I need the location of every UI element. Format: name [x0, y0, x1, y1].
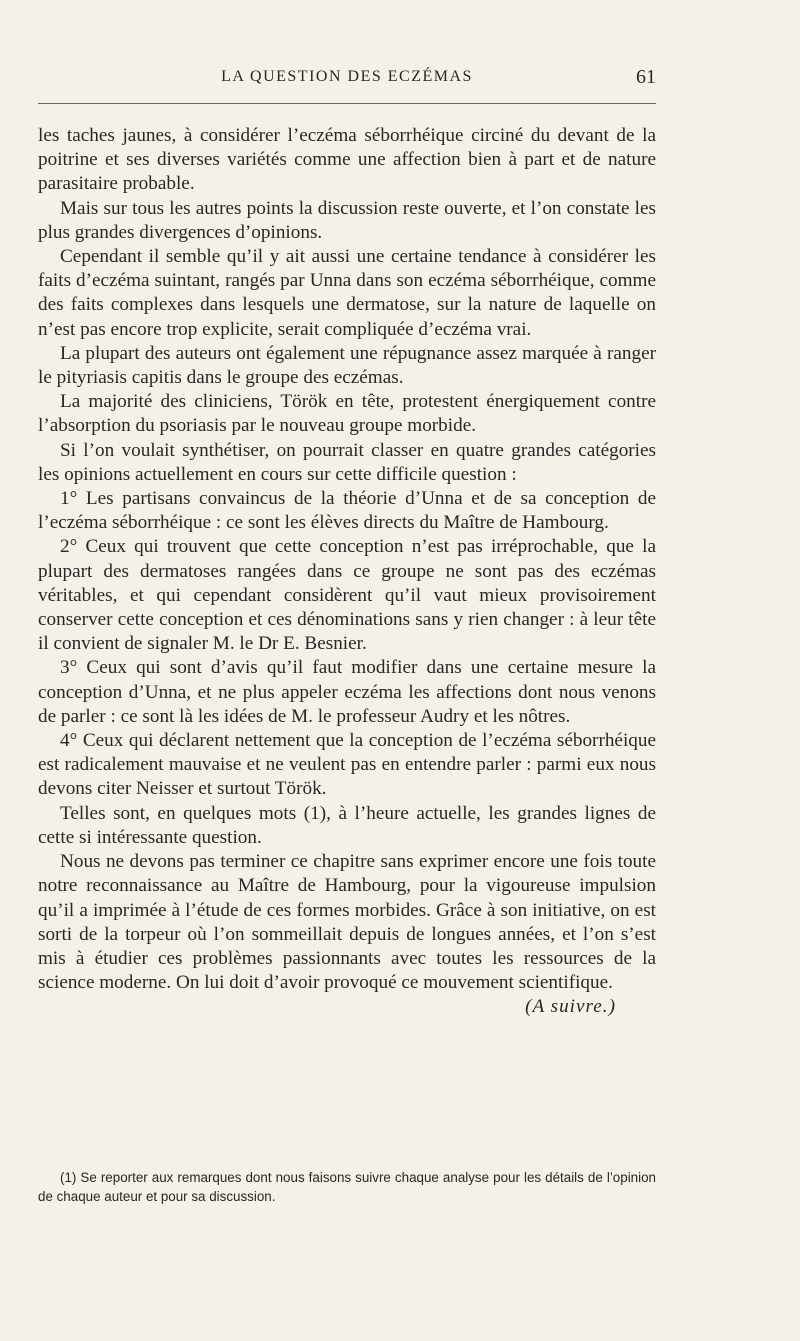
paragraph: La majorité des cliniciens, Török en tête, protestent énergiquement contre l’absorption du psoriasis par le nouveau groupe morbide. — [38, 391, 656, 437]
paragraph: Si l’on voulait synthétiser, on pourrait classer en quatre grandes catégories les opinions actuellement en cours sur cette difficile question : — [38, 439, 656, 485]
paragraph: Cependant il semble qu’il y ait aussi une certaine tendance à considérer les faits d’eczéma suintant, rangés par Unna dans son eczéma séborrhéique, comme des faits complexes dans lesquels une dermatose, sur la nature de laquelle on n’est pas encore trop explicite, serait compliquée d’eczéma vrai. — [38, 246, 656, 340]
continuation-note: (A suivre.) — [525, 996, 616, 1018]
footnote: (1) Se reporter aux remarques dont nous faisons suivre chaque analyse pour les détails de l’opinion de chaque auteur et pour sa discussion. — [38, 1170, 656, 1204]
paragraph: Mais sur tous les autres points la discussion reste ouverte, et l’on constate les plus grandes divergences d’opinions. — [38, 197, 656, 243]
paragraph: les taches jaunes, à considérer l’eczéma séborrhéique circiné du devant de la poitrine et ses diverses variétés comme une affection bien à part et de nature parasitaire probable. — [38, 125, 656, 195]
paragraph: Telles sont, en quelques mots (1), à l’heure actuelle, les grandes lignes de cette si intéressante question. — [38, 802, 656, 848]
running-title: LA QUESTION DES ECZÉMAS — [221, 68, 473, 85]
list-item-paragraph: 4° Ceux qui déclarent nettement que la conception de l’eczéma séborrhéique est radicalement mauvaise et ne veulent pas en entendre parler : parmi eux nous devons citer Neisser et surtout Török. — [38, 730, 656, 800]
header-rule — [38, 103, 656, 104]
body-text — [38, 124, 656, 1020]
page-number: 61 — [636, 66, 656, 88]
list-item-paragraph: 3° Ceux qui sont d’avis qu’il faut modifier dans une certaine mesure la conception d’Unna, et ne plus appeler eczéma les affections dont nous venons de parler : ce sont là les idées de M. le professeur Audry et les nôtres. — [38, 657, 656, 727]
running-header — [38, 68, 656, 98]
list-item-paragraph: 1° Les partisans convaincus de la théorie d’Unna et de sa conception de l’eczéma séborrhéique : ce sont les élèves directs du Maître de Hambourg. — [38, 488, 656, 534]
list-item-paragraph: 2° Ceux qui trouvent que cette conception n’est pas irréprochable, que la plupart des dermatoses rangées dans ce groupe ne sont pas des eczémas véritables, et qui cependant considèrent qu’il vaut mieux provisoirement conserver cette conception et ces dénominations sans y rien changer : à leur tête il convient de signaler M. le Dr E. Besnier. — [38, 536, 656, 655]
paragraph: Nous ne devons pas terminer ce chapitre sans exprimer encore une fois toute notre reconnaissance au Maître de Hambourg, pour la vigoureuse impulsion qu’il a imprimée à l’étude de ces formes morbides. Grâce à son initiative, on est sorti de la torpeur où l’on sommeillait depuis de longues années, et l’on s’est mis à étudier ces problèmes passionnants avec toutes les ressources de la science moderne. On lui doit d’avoir provoqué ce mouvement scientifique. — [38, 851, 656, 994]
paragraph: La plupart des auteurs ont également une répugnance assez marquée à ranger le pityriasis capitis dans le groupe des eczémas. — [38, 342, 656, 389]
